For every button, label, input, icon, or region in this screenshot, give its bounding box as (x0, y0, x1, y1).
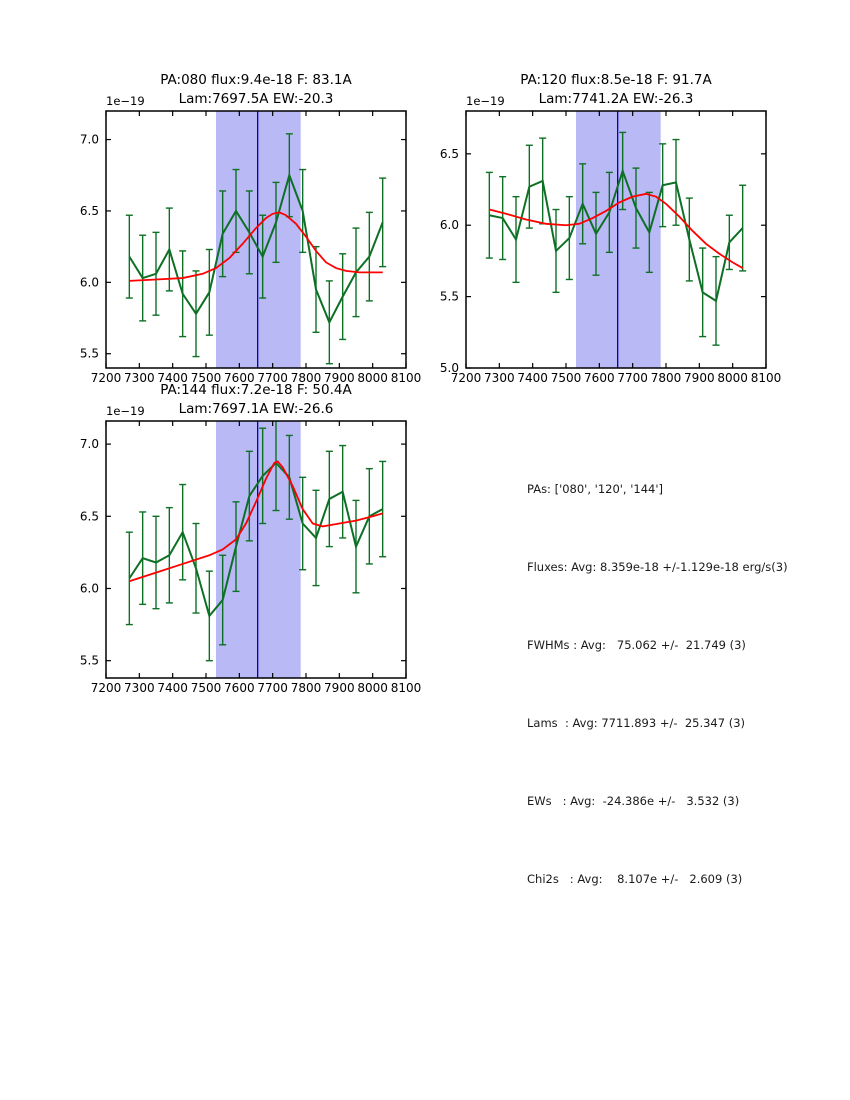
subplot-pa080-title-line2: Lam:7697.5A EW:-20.3 (178, 91, 334, 107)
y-tick-label: 7.0 (79, 132, 99, 147)
y-tick-label: 5.5 (79, 346, 99, 361)
y-tick-label: 5.5 (439, 289, 459, 304)
x-tick-label: 8100 (750, 371, 782, 385)
subplot-pa144 (80, 415, 421, 695)
x-tick-label: 8000 (357, 681, 388, 695)
x-tick-label: 7400 (157, 371, 188, 385)
y-tick-label: 5.5 (79, 653, 99, 668)
x-tick-label: 8000 (357, 371, 388, 385)
fit-window-band (216, 421, 301, 678)
x-tick-label: 8100 (390, 681, 422, 695)
y-tick-label: 6.0 (79, 275, 99, 290)
x-tick-label: 7800 (650, 371, 682, 385)
y-tick-label: 6.0 (79, 581, 99, 596)
x-tick-label: 7200 (450, 371, 482, 385)
y-tick-label: 6.5 (439, 146, 459, 161)
x-tick-label: 7300 (124, 681, 155, 695)
x-tick-label: 7900 (324, 371, 355, 385)
stats-line-ews: EWs : Avg: -24.386e +/- 3.532 (3) (527, 794, 740, 808)
stats-line-lams: Lams : Avg: 7711.893 +/- 25.347 (3) (527, 716, 746, 730)
y-tick-label: 6.5 (79, 203, 99, 218)
stats-block (527, 424, 788, 944)
subplot-pa144-offset-label: 1e−19 (106, 404, 145, 418)
x-tick-label: 7400 (517, 371, 548, 385)
x-tick-label: 7800 (290, 371, 322, 385)
x-tick-label: 8000 (717, 371, 748, 385)
x-tick-label: 7400 (157, 681, 188, 695)
fit-window-band (576, 111, 661, 368)
x-tick-label: 7800 (290, 681, 322, 695)
x-tick-label: 7300 (124, 371, 155, 385)
x-tick-label: 7900 (324, 681, 355, 695)
plot-area (126, 111, 386, 368)
y-tick-label: 7.0 (79, 437, 99, 452)
x-tick-label: 7500 (190, 681, 222, 695)
subplot-pa144-title-line2: Lam:7697.1A EW:-26.6 (178, 401, 334, 417)
subplot-pa120-title-line1: PA:120 flux:8.5e-18 F: 91.7A (520, 72, 712, 88)
x-tick-label: 7500 (190, 371, 222, 385)
x-tick-label: 7300 (484, 371, 515, 385)
x-tick-label: 7900 (684, 371, 715, 385)
fit-window-band (216, 111, 301, 368)
subplot-pa080-offset-label: 1e−19 (106, 94, 145, 108)
y-tick-label: 5.0 (439, 361, 459, 375)
subplot-pa144-title (106, 381, 406, 419)
x-tick-label: 7700 (617, 371, 648, 385)
x-tick-label: 7200 (90, 371, 122, 385)
subplot-pa120 (440, 111, 781, 385)
plot-area (126, 415, 386, 678)
x-tick-label: 7700 (257, 681, 288, 695)
subplot-pa120-title (466, 71, 766, 109)
stats-line-fwhms: FWHMs : Avg: 75.062 +/- 21.749 (3) (527, 638, 746, 652)
x-tick-label: 7600 (584, 371, 615, 385)
x-tick-label: 8100 (390, 371, 422, 385)
subplot-pa144-title-line1: PA:144 flux:7.2e-18 F: 50.4A (160, 382, 352, 398)
subplot-pa080 (80, 111, 421, 385)
stats-line-pas: PAs: ['080', '120', '144'] (527, 482, 664, 496)
subplot-pa080-title (106, 71, 406, 109)
subplot-pa080-title-line1: PA:080 flux:9.4e-18 F: 83.1A (160, 72, 352, 88)
y-tick-label: 6.5 (79, 509, 99, 524)
subplot-pa120-title-line2: Lam:7741.2A EW:-26.3 (538, 91, 694, 107)
x-tick-label: 7600 (224, 681, 255, 695)
x-tick-label: 7500 (550, 371, 582, 385)
x-tick-label: 7700 (257, 371, 288, 385)
subplot-pa120-offset-label: 1e−19 (466, 94, 505, 108)
x-tick-label: 7600 (224, 371, 255, 385)
y-tick-label: 6.0 (439, 218, 459, 233)
stats-line-chi2s: Chi2s : Avg: 8.107e +/- 2.609 (3) (527, 872, 743, 886)
stats-line-fluxes: Fluxes: Avg: 8.359e-18 +/-1.129e-18 erg/s(3) (527, 560, 788, 574)
x-tick-label: 7200 (90, 681, 122, 695)
plot-area (486, 111, 746, 368)
